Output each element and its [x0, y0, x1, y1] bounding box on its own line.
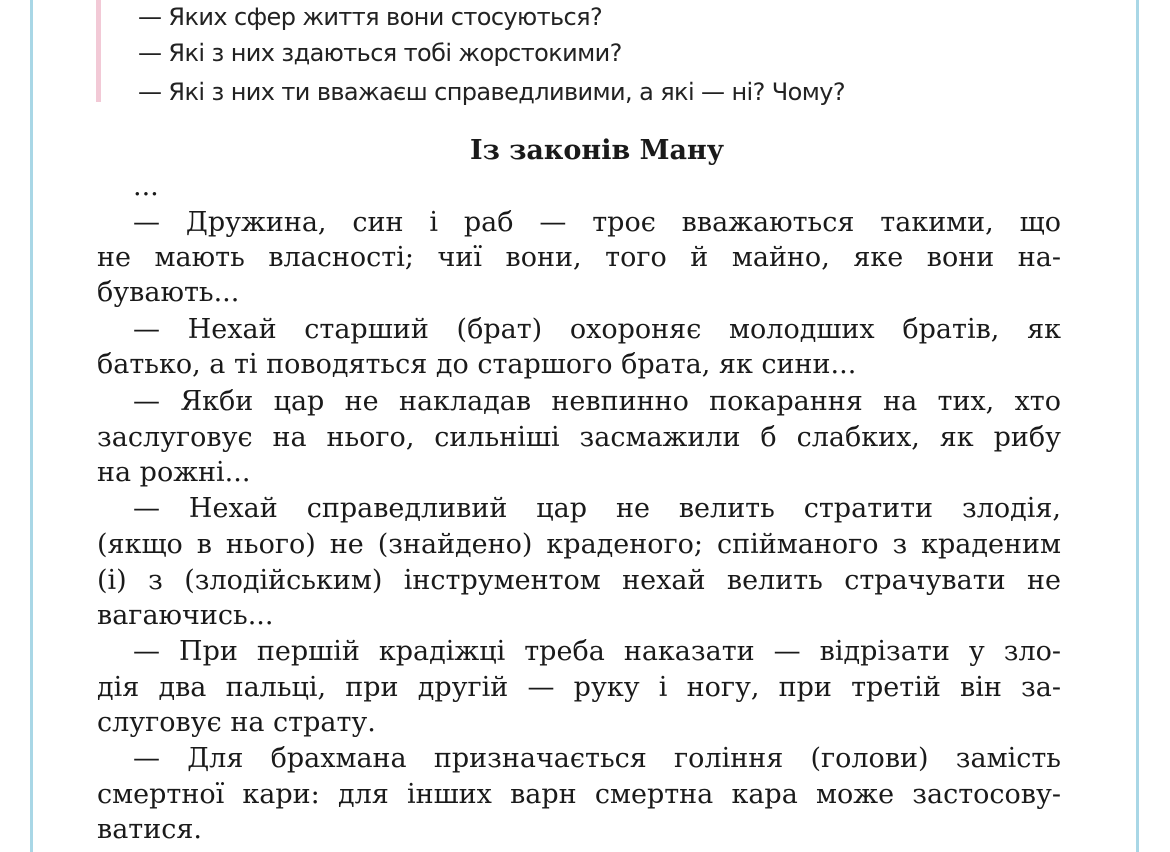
text-line-13: — При першій крадіжці треба наказати — відрізати у зло-: [133, 636, 1061, 667]
text-line-14: дія два пальці, при другій — руку і ногу, при третій він за-: [97, 672, 1061, 703]
text-line-15: слуговує на страту.: [97, 707, 376, 738]
question-3: — Які з них ти вважаєш справедливими, а які — ні? Чому?: [138, 78, 845, 106]
question-2: — Які з них здаються тобі жорстокими?: [138, 39, 622, 67]
question-1: — Яких сфер життя вони стосуються?: [138, 3, 603, 31]
section-title: Із законів Ману: [469, 135, 725, 166]
text-line-9: — Нехай справедливий цар не велить стратити злодія,: [133, 493, 1061, 524]
text-line-10: (якщо в нього) не (знайдено) краденого; спійманого з краденим: [97, 529, 1061, 560]
text-line-12: вагаючись...: [97, 600, 274, 631]
text-line-1: — Дружина, син і раб — троє вважаються такими, що: [133, 207, 1061, 238]
text-line-18: ватися.: [97, 814, 202, 845]
text-line-5: батько, а ті поводяться до старшого брата, як сини...: [97, 349, 857, 380]
text-line-7: заслуговує на нього, сильніші засмажили б слабких, як рибу: [97, 422, 1061, 453]
page-border-left: [30, 0, 33, 852]
text-line-2: не мають власності; чиї вони, того й майно, яке вони на-: [97, 242, 1061, 273]
text-line-6: — Якби цар не накладав невпинно покарання на тих, хто: [133, 386, 1061, 417]
text-line-16: — Для брахмана призначається гоління (голови) замість: [133, 743, 1061, 774]
text-line-8: на рожні...: [97, 457, 251, 488]
text-line-3: бувають...: [97, 277, 240, 308]
ellipsis-line: ...: [133, 171, 159, 202]
page-border-right: [1136, 0, 1139, 852]
text-line-4: — Нехай старший (брат) охороняє молодших братів, як: [133, 314, 1061, 345]
text-line-17: смертної кари: для інших варн смертна кара може застосову-: [97, 779, 1061, 810]
text-line-11: (і) з (злодійським) інструментом нехай велить страчувати не: [97, 565, 1061, 596]
